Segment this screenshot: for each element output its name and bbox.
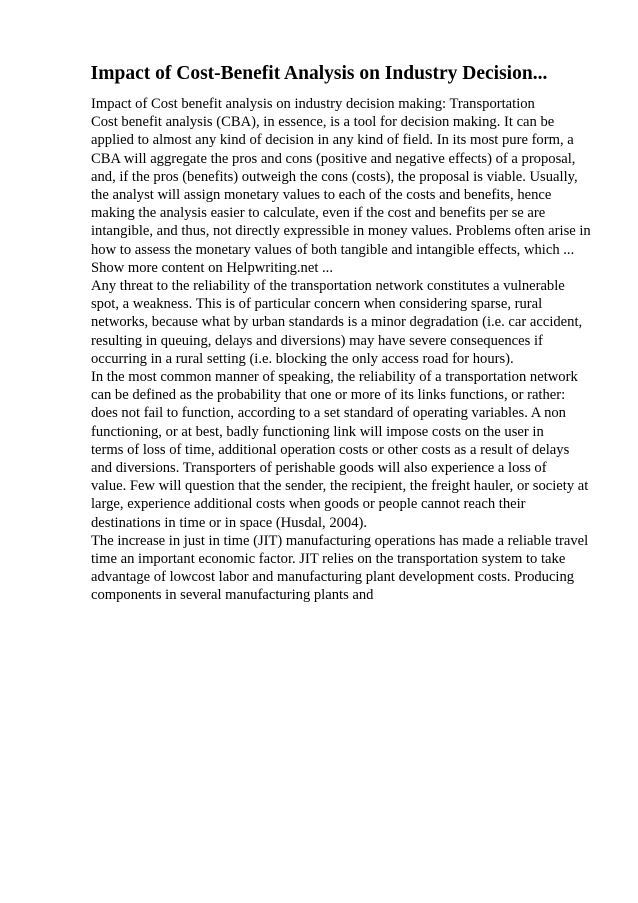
body-line: networks, because what by urban standards is a minor degradation (i.e. car accident,	[91, 314, 583, 331]
document-body	[91, 95, 601, 605]
body-line: intangible, and thus, not directly expressible in money values. Problems often arise in	[91, 223, 591, 240]
body-line: how to assess the monetary values of both tangible and intangible effects, which ...	[91, 241, 575, 258]
body-line: making the analysis easier to calculate, even if the cost and benefits per se are	[91, 205, 546, 222]
body-line: the analyst will assign monetary values to each of the costs and benefits, hence	[91, 187, 552, 204]
body-line: In the most common manner of speaking, the reliability of a transportation network	[91, 369, 578, 386]
body-line: components in several manufacturing plants and	[91, 587, 374, 604]
body-line: time an important economic factor. JIT relies on the transportation system to take	[91, 551, 566, 568]
body-line: The increase in just in time (JIT) manufacturing operations has made a reliable travel	[91, 532, 589, 549]
body-line: functioning, or at best, badly functioning link will impose costs on the user in	[91, 423, 544, 440]
body-line: can be defined as the probability that one or more of its links functions, or rather:	[91, 387, 566, 404]
body-line: and diversions. Transporters of perishable goods will also experience a loss of	[91, 460, 547, 477]
body-line: CBA will aggregate the pros and cons (positive and negative effects) of a proposal,	[91, 150, 576, 167]
body-line: occurring in a rural setting (i.e. blocking the only access road for hours).	[91, 350, 514, 367]
body-line: Any threat to the reliability of the transportation network constitutes a vulnerable	[91, 278, 565, 295]
body-line: large, experience additional costs when goods or people cannot reach their	[91, 496, 526, 513]
body-line: value. Few will question that the sender, the recipient, the freight hauler, or society at	[91, 478, 589, 495]
body-line: resulting in queuing, delays and diversions) may have severe consequences if	[91, 332, 543, 349]
body-line: spot, a weakness. This is of particular concern when considering sparse, rural	[91, 296, 543, 313]
body-line: Cost benefit analysis (CBA), in essence, is a tool for decision making. It can be	[91, 114, 555, 131]
show-more-line: Show more content on Helpwriting.net ...	[91, 259, 333, 276]
body-line: and, if the pros (benefits) outweigh the cons (costs), the proposal is viable. Usually,	[91, 168, 578, 185]
body-line: does not fail to function, according to a set standard of operating variables. A non	[91, 405, 566, 422]
body-line: Impact of Cost benefit analysis on industry decision making: Transportation	[91, 96, 535, 112]
body-line: terms of loss of time, additional operation costs or other costs as a result of delays	[91, 441, 570, 458]
body-line: destinations in time or in space (Husdal, 2004).	[91, 514, 368, 531]
document-title: Impact of Cost-Benefit Analysis on Industry Decision...	[90, 63, 548, 84]
body-line: advantage of lowcost labor and manufacturing plant development costs. Producing	[91, 569, 575, 586]
body-line: applied to almost any kind of decision in any kind of field. In its most pure form, a	[91, 132, 574, 149]
